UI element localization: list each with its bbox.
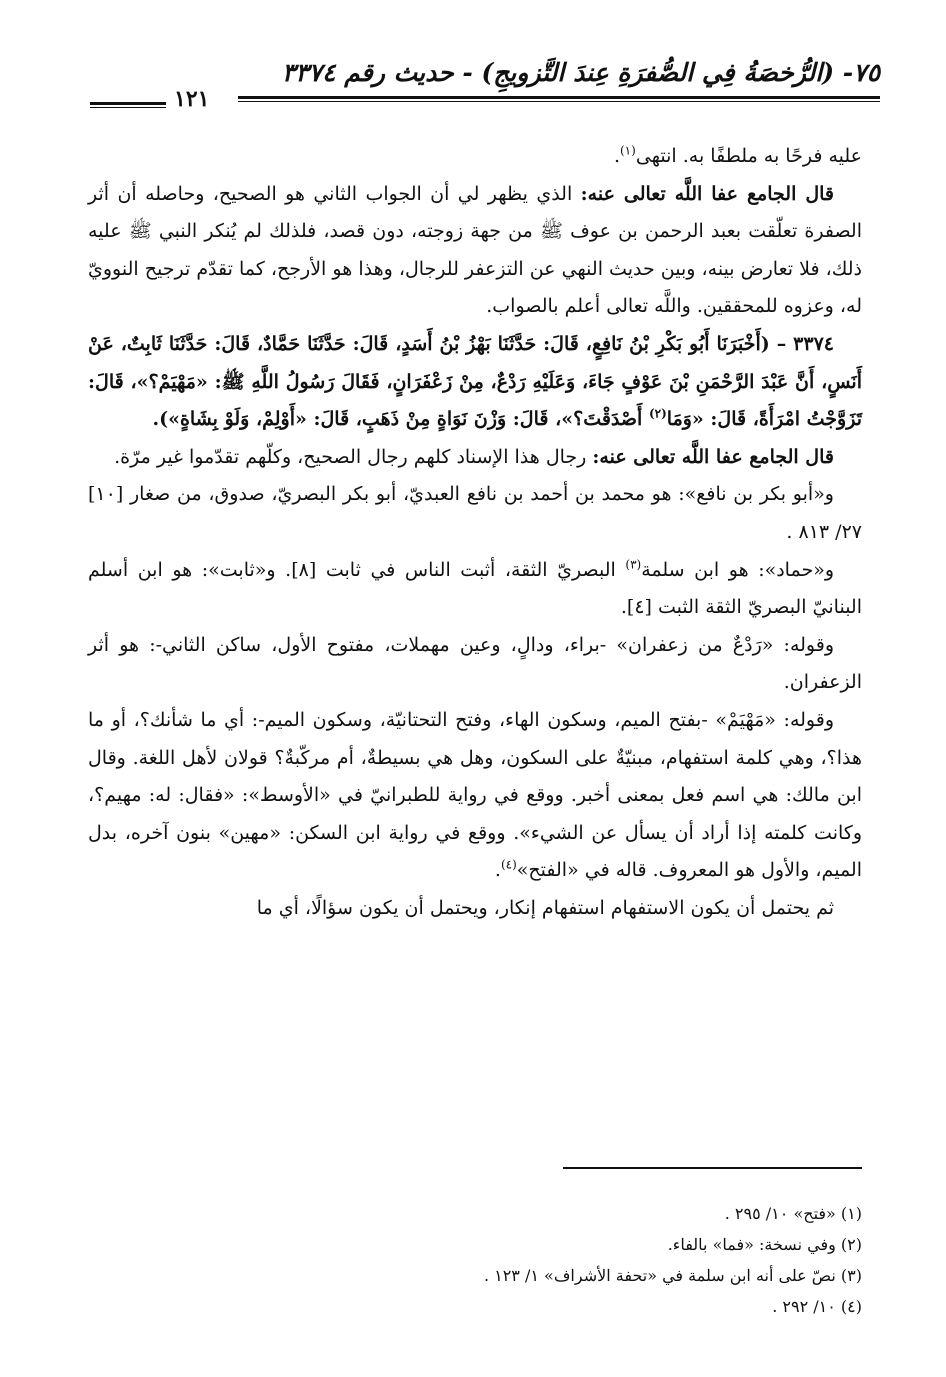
footnote-ref: (٣) <box>625 557 642 572</box>
running-header <box>90 58 880 118</box>
explanation-paragraph: ثم يحتمل أن يكون الاستفهام استفهام إنكار، ويحتمل أن يكون سؤالًا، أي ما <box>256 896 834 919</box>
paragraph-text: رجال هذا الإسناد كلهم رجال الصحيح، وكلّهم تقدّموا غير مرّة. <box>114 445 587 468</box>
paragraph-end: . <box>613 145 620 167</box>
narrator-paragraph: و«أبو بكر بن نافع»: هو محمد بن أحمد بن نافع العبديّ، أبو بكر البصريّ، صدوق، من صغار [١٠] ٢٧/ ٨١٣ . <box>88 483 862 543</box>
commentary-paragraph <box>88 439 862 477</box>
footnote-item: (٢) وفي نسخة: «فما» بالفاء. <box>667 1235 862 1254</box>
paragraph-text: وقوله: «مَهْيَمْ» -بفتح الميم، وسكون الهاء، وفتح التحتانيّة، وسكون الميم-: أي ما شأنك؟، أو ما هذا؟، وهي كلمة استفهام، مبنيّةٌ على السكون، وهل هي بسيطةٌ، أم مركّبةٌ؟ قولان لأهل اللغة. وقال ابن مالك: هي اسم فعل بمعنى أخبر. ووقع في رواية للطبرانيّ في «الأوسط»: «فقال: له: مهيم؟، وكانت كلمته إذا أراد أن يسأل عن الشيء». ووقع في رواية ابن السكن: «مهين» بنون آخره، بدل الميم، والأول هو المعروف. قاله في «الفتح» <box>88 708 862 882</box>
narrator-paragraph <box>88 552 862 627</box>
paragraph-text: البصريّ الثقة، أثبت الناس في ثابت [٨]. و«ثابت»: هو ابن أسلم البنانيّ البصريّ الثقة الثبت [٤]. <box>88 558 862 619</box>
header-title: ٧٥- (الرُّخصَةُ فِي الصُّفرَةِ عِندَ التَّزويجِ) - حديث رقم ٣٣٧٤ <box>281 58 880 87</box>
footnote-item: (٤) ١٠/ ٢٩٢ . <box>772 1297 862 1316</box>
paragraph-text: عليه فرحًا به ملطفًا به. انتهى <box>635 145 862 167</box>
paragraph-end: . <box>494 859 501 882</box>
header-rule <box>238 96 880 102</box>
commentary-paragraph <box>88 176 862 326</box>
footnote-item: (٣) نصّ على أنه ابن سلمة في «تحفة الأشراف» ١/ ١٢٣ . <box>483 1266 862 1285</box>
header-rule-short <box>90 102 166 108</box>
explanation-paragraph: وقوله: «رَدْعٌ من زعفران» -براء، ودالٍ، وعين مهملات، مفتوح الأول، ساكن الثاني-: هو أثر الزعفران. <box>88 633 862 694</box>
author-lead: قال الجامع عفا اللَّه تعالى عنه: <box>580 182 834 205</box>
footnote-item: (١) «فتح» ١٠/ ٢٩٥ . <box>724 1204 862 1223</box>
footnote-ref: (٤) <box>500 857 517 872</box>
hadith-part-a: ٣٣٧٤ – (أَخْبَرَنَا أَبُو بَكْرِ بْنُ نَافِعٍ، قَالَ: حَدَّثَنَا بَهْزُ بْنُ أَسَدٍ، قَالَ: حَدَّثَنَا حَمَّادٌ، قَالَ: حَدَّثَنَا ثَابِتٌ، عَنْ أَنَسٍ، أَنَّ عَبْدَ الرَّحْمَنِ بْنَ عَوْفٍ جَاءَ، وَعَلَيْهِ رَدْعٌ، مِنْ زَعْفَرَانٍ، فَقَالَ رَسُولُ اللَّهِ ﷺ: «مَهْيَمْ؟»، قَالَ: تَزَوَّجْتُ امْرَأَةً، قَالَ: «وَمَا <box>88 332 862 431</box>
paragraph-text: الذي يظهر لي أن الجواب الثاني هو الصحيح، وحاصله أن أثر الصفرة تعلّقت بعبد الرحمن بن عوف ﷺ من جهة زوجته، دون قصد، فلذلك لم يُنكر النبي ﷺ عليه ذلك، فلا تعارض بينه، وبين حديث النهي عن التزعفر للرجال، وهذا هو الأرجح، كما تقدّم ترجيح النوويّ له، وعزوه للمحققين. واللَّه تعالى أعلم بالصواب. <box>88 182 862 318</box>
hadith-text <box>88 326 862 439</box>
footnotes <box>300 1198 862 1322</box>
hadith-part-b: أَصْدَقْتَ؟»، قَالَ: وَزْنَ نَوَاةٍ مِنْ ذَهَبٍ، قَالَ: «أَوْلِمْ، وَلَوْ بِشَاةٍ»). <box>152 408 643 431</box>
footnote-ref: (١) <box>619 143 636 158</box>
author-lead: قال الجامع عفا اللَّه تعالى عنه: <box>592 445 834 468</box>
paragraph-continuation <box>88 138 862 176</box>
footnote-ref: (٢) <box>648 406 667 421</box>
main-text <box>88 138 862 927</box>
footnote-separator <box>563 1167 862 1169</box>
page-number: ١٢١ <box>174 86 210 112</box>
paragraph-text: و«حماد»: هو ابن سلمة <box>641 558 834 581</box>
explanation-paragraph <box>88 702 862 890</box>
